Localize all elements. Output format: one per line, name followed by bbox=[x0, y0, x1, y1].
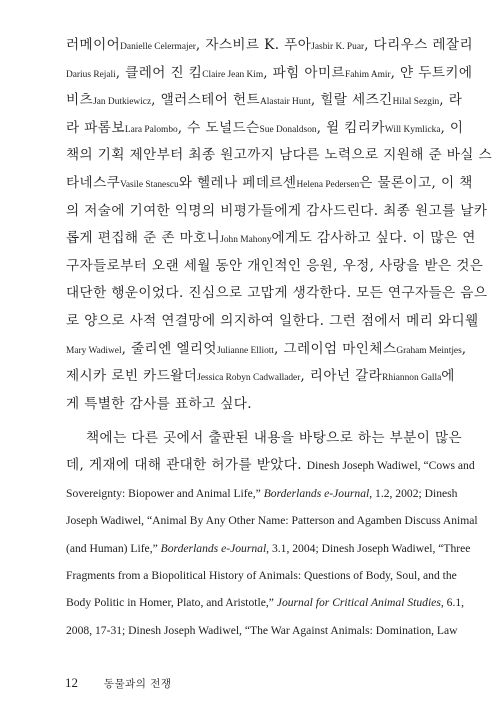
romanized-name: Lara Palombo bbox=[124, 124, 178, 135]
romanized-name: Jasbir K. Puar bbox=[311, 42, 365, 52]
text-line bbox=[66, 280, 488, 304]
text-run: 대단한 행운이었다. 진심으로 고맙게 생각한다. 모든 연구자들은 음으 bbox=[66, 285, 488, 302]
text-run: , 자스비르 K. 푸아 bbox=[195, 37, 312, 53]
romanized-name: Will Kymlicka bbox=[384, 124, 441, 135]
romanized-name: Alastair Hunt bbox=[260, 97, 311, 108]
text-run: Sovereignty: Biopower and Animal Life,” bbox=[66, 486, 264, 500]
text-run: (and Human) Life,” bbox=[66, 541, 161, 555]
text-run: , 1.2, 2002; Dinesh bbox=[369, 486, 458, 500]
text-run: Joseph Wadiwel, “Animal By Any Other Name: Patterson and Agamben Discuss Animal bbox=[66, 514, 478, 528]
text-line bbox=[66, 115, 464, 139]
romanized-name: Rhiannon Galla bbox=[382, 373, 442, 384]
text-run: , 라 bbox=[439, 92, 463, 109]
text-run: , 이 bbox=[440, 119, 464, 136]
text-run: 비츠 bbox=[66, 92, 94, 109]
text-run: , 3.1, 2004; Dinesh Joseph Wadiwel, “Three bbox=[266, 541, 471, 555]
text-run: 타네스쿠 bbox=[66, 175, 121, 191]
text-run: , 클레어 진 킴 bbox=[115, 64, 203, 81]
romanized-name: Danielle Celermajer bbox=[120, 42, 196, 52]
page-number: 12 bbox=[65, 675, 78, 690]
journal-title: Journal for Critical Animal Studies bbox=[276, 596, 441, 610]
romanized-name: Sue Donaldson bbox=[259, 124, 317, 135]
text-run: 롭게 편집해 준 존 마호니 bbox=[66, 230, 221, 247]
text-line bbox=[66, 562, 457, 586]
text-run: , 리아넌 갈라 bbox=[300, 368, 383, 385]
text-line bbox=[66, 336, 467, 360]
text-line bbox=[66, 225, 476, 249]
text-run: , 윌 킴리카 bbox=[316, 119, 385, 136]
text-line bbox=[66, 363, 455, 387]
romanized-name: Vasile Stanescu bbox=[120, 180, 179, 190]
romanized-name: Fahim Amir bbox=[345, 69, 391, 80]
text-run: 책의 기획 제안부터 최종 원고까지 남다른 노력으로 지원해 준 바실 스 bbox=[66, 147, 493, 164]
romanized-name: Darius Rejali bbox=[66, 69, 116, 80]
romanized-name: Hilal Sezgin bbox=[392, 97, 440, 108]
text-run: 러메이어 bbox=[66, 37, 121, 53]
text-run: 데, 게재에 대해 관대한 허가를 받았다. bbox=[66, 457, 307, 474]
text-line bbox=[66, 535, 471, 559]
text-line bbox=[66, 589, 465, 613]
romanized-name: Helena Pedersen bbox=[296, 180, 360, 190]
text-run: , 파힘 아미르 bbox=[263, 64, 346, 81]
text-run: 2008, 17-31; Dinesh Joseph Wadiwel, “The War Against Animals: Domination, Law bbox=[66, 623, 458, 637]
romanized-name: Julianne Elliott bbox=[216, 345, 274, 356]
journal-title: Borderlands e-Journal bbox=[160, 541, 267, 555]
text-run: , 앨러스테어 헌트 bbox=[151, 92, 261, 109]
text-line bbox=[66, 60, 473, 84]
romanized-name: John Mahony bbox=[220, 235, 272, 246]
text-line bbox=[66, 198, 488, 222]
text-line bbox=[66, 480, 458, 504]
text-run: 와 헬레나 페데르센 bbox=[178, 175, 297, 191]
text-line bbox=[66, 617, 458, 641]
text-run: Body Politic in Homer, Plato, and Aristotle,” bbox=[66, 596, 277, 610]
text-line bbox=[66, 253, 484, 277]
text-run: 게 특별한 감사를 표하고 싶다. bbox=[66, 395, 252, 412]
text-run: , 힐랄 세즈긴 bbox=[310, 92, 393, 109]
text-run: 에게도 감사하고 싶다. 이 많은 연 bbox=[271, 230, 476, 247]
text-run: 라 파롬보 bbox=[66, 119, 125, 136]
text-run: Dinesh Joseph Wadiwel, “Cows and bbox=[306, 459, 475, 473]
text-run: , 다리우스 레잘리 bbox=[364, 37, 473, 53]
text-run: 구자들로부터 오랜 세월 동안 개인적인 응원, 우정, 사랑을 받은 것은 bbox=[66, 257, 484, 274]
text-line bbox=[66, 170, 473, 194]
page-footer bbox=[65, 673, 172, 693]
text-line bbox=[66, 142, 493, 166]
text-run: , 6.1, bbox=[440, 596, 465, 610]
text-run: , bbox=[461, 340, 467, 357]
text-line bbox=[86, 425, 463, 449]
text-line bbox=[66, 391, 252, 415]
text-run: 은 물론이고, 이 책 bbox=[359, 175, 473, 191]
text-run: , 줄리엔 엘리엇 bbox=[121, 340, 217, 357]
romanized-name: Graham Meintjes bbox=[396, 345, 462, 356]
romanized-name: Jessica Robyn Cadwallader bbox=[197, 373, 301, 384]
text-run: 의 저술에 기여한 익명의 비평가들에게 감사드린다. 최종 원고를 날카 bbox=[66, 202, 488, 219]
text-run: Fragments from a Biopolitical History of Animals: Questions of Body, Soul, and the bbox=[66, 569, 457, 582]
text-line bbox=[66, 32, 473, 56]
text-line bbox=[66, 507, 478, 531]
text-run: 로 양으로 사적 연결망에 의지하여 일한다. 그런 점에서 메리 와디웰 bbox=[66, 313, 479, 329]
romanized-name: Jan Dutkiewicz bbox=[93, 97, 152, 108]
running-title: 동물과의 전쟁 bbox=[103, 678, 172, 690]
text-line bbox=[66, 308, 479, 332]
text-run: , 수 도널드슨 bbox=[177, 119, 260, 136]
text-run: 책에는 다른 곳에서 출판된 내용을 바탕으로 하는 부분이 많은 bbox=[86, 430, 463, 446]
text-line bbox=[66, 87, 463, 111]
text-run: , 그레이엄 마인체스 bbox=[273, 340, 397, 357]
romanized-name: Mary Wadiwel bbox=[66, 345, 122, 356]
text-run: , 얀 두트키에 bbox=[390, 64, 473, 81]
text-line bbox=[66, 452, 475, 476]
romanized-name: Claire Jean Kim bbox=[202, 69, 264, 80]
journal-title: Borderlands e-Journal bbox=[263, 486, 370, 500]
text-run: 에 bbox=[441, 368, 455, 385]
text-run: 제시카 로빈 카드왈더 bbox=[66, 368, 198, 385]
